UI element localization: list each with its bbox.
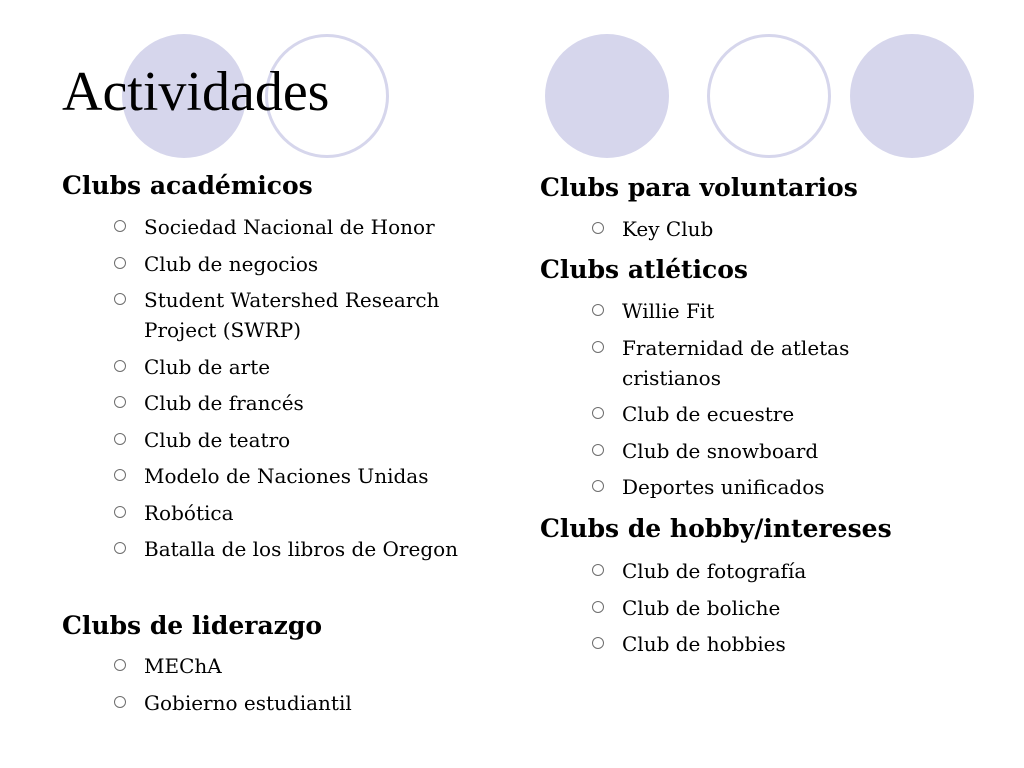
circle-bullet-icon bbox=[114, 469, 126, 481]
list-item: Club de negocios bbox=[114, 249, 484, 279]
section-heading-volunteer: Clubs para voluntarios bbox=[540, 173, 858, 202]
section-heading-athletic: Clubs atléticos bbox=[540, 255, 748, 284]
circle-bullet-icon bbox=[592, 407, 604, 419]
decorative-circle-3 bbox=[850, 34, 974, 158]
circle-bullet-icon bbox=[592, 341, 604, 353]
academic-clubs-list bbox=[114, 212, 484, 571]
slide-title: Actividades bbox=[62, 61, 330, 123]
circle-bullet-icon bbox=[114, 433, 126, 445]
circle-bullet-icon bbox=[114, 396, 126, 408]
leadership-clubs-list bbox=[114, 651, 484, 724]
list-item: Gobierno estudiantil bbox=[114, 688, 484, 718]
list-item: Club de boliche bbox=[592, 593, 902, 623]
circle-bullet-icon bbox=[114, 293, 126, 305]
circle-bullet-icon bbox=[592, 601, 604, 613]
list-item: Batalla de los libros de Oregon bbox=[114, 534, 484, 564]
list-item: Sociedad Nacional de Honor bbox=[114, 212, 484, 242]
list-item: MEChA bbox=[114, 651, 484, 681]
circle-bullet-icon bbox=[592, 304, 604, 316]
list-item: Willie Fit bbox=[592, 296, 902, 326]
circle-bullet-icon bbox=[592, 480, 604, 492]
circle-bullet-icon bbox=[592, 444, 604, 456]
section-heading-academic: Clubs académicos bbox=[62, 171, 313, 200]
circle-bullet-icon bbox=[114, 696, 126, 708]
list-item: Student Watershed Research Project (SWRP) bbox=[114, 285, 484, 345]
list-item: Key Club bbox=[592, 214, 902, 244]
section-heading-hobby: Clubs de hobby/intereses bbox=[540, 514, 892, 543]
list-item: Modelo de Naciones Unidas bbox=[114, 461, 484, 491]
list-item: Robótica bbox=[114, 498, 484, 528]
list-item: Club de ecuestre bbox=[592, 399, 902, 429]
circle-bullet-icon bbox=[592, 564, 604, 576]
circle-bullet-icon bbox=[114, 257, 126, 269]
volunteer-clubs-list bbox=[592, 214, 902, 251]
circle-bullet-icon bbox=[114, 542, 126, 554]
list-item: Club de teatro bbox=[114, 425, 484, 455]
athletic-clubs-list bbox=[592, 296, 902, 509]
list-item: Club de arte bbox=[114, 352, 484, 382]
list-item: Club de fotografía bbox=[592, 556, 902, 586]
list-item: Deportes unificados bbox=[592, 472, 902, 502]
circle-bullet-icon bbox=[114, 659, 126, 671]
circle-bullet-icon bbox=[114, 360, 126, 372]
circle-bullet-icon bbox=[592, 637, 604, 649]
decorative-circle-2 bbox=[545, 34, 669, 158]
circle-bullet-icon bbox=[592, 222, 604, 234]
list-item: Club de francés bbox=[114, 388, 484, 418]
circle-bullet-icon bbox=[114, 220, 126, 232]
list-item: Club de snowboard bbox=[592, 436, 902, 466]
section-heading-leadership: Clubs de liderazgo bbox=[62, 611, 323, 640]
list-item: Club de hobbies bbox=[592, 629, 902, 659]
hobby-clubs-list bbox=[592, 556, 902, 666]
list-item: Fraternidad de atletas cristianos bbox=[592, 333, 902, 393]
decorative-ring-2 bbox=[707, 34, 831, 158]
circle-bullet-icon bbox=[114, 506, 126, 518]
